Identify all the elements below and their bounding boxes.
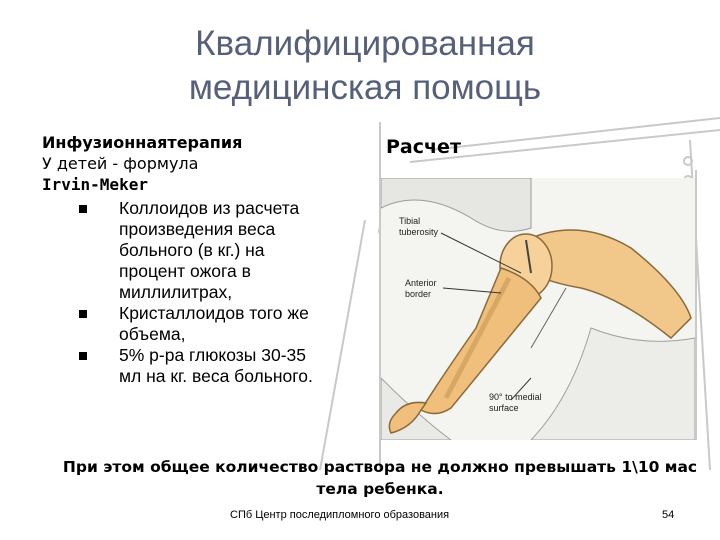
bullet-item bbox=[42, 198, 372, 303]
leg-anatomy-illustration bbox=[381, 178, 695, 440]
label-tibial-tuberosity-2: tuberosity bbox=[399, 227, 439, 237]
left-column bbox=[42, 132, 372, 387]
section-heading: Инфузионнаятерапия bbox=[42, 133, 243, 152]
page-number: 54 bbox=[662, 509, 675, 521]
title-line-2: медицинская помощь bbox=[188, 68, 542, 107]
bullet-line: процент ожога в bbox=[119, 261, 251, 281]
children-formula-line: У детей - формула bbox=[42, 154, 199, 173]
square-bullet-icon bbox=[79, 352, 87, 360]
bullet-item bbox=[42, 303, 372, 345]
square-bullet-icon bbox=[79, 205, 87, 213]
bullet-line: 5% р-ра глюкозы 30-35 bbox=[119, 345, 306, 365]
bullet-line: произведения веса bbox=[119, 219, 276, 239]
label-anterior-border-1: Anterior bbox=[405, 278, 437, 288]
bullet-line: Кристаллоидов того же bbox=[119, 303, 309, 323]
bullet-item bbox=[42, 345, 372, 387]
footer-note-line-1: При этом общее количество раствора не должно превышать 1\10 мас bbox=[62, 458, 698, 476]
formula-name: Irvin-Meker bbox=[42, 175, 148, 194]
bullet-line: мл на кг. веса больного. bbox=[119, 366, 313, 386]
bullet-list bbox=[42, 198, 372, 387]
bullet-line: больного (в кг.) на bbox=[119, 240, 265, 260]
footer-note-line-2: тела ребенка. bbox=[316, 480, 444, 498]
credit-text: СПб Центр последипломного образования bbox=[230, 509, 450, 521]
bullet-line: миллилитрах, bbox=[119, 282, 233, 302]
footer-note bbox=[40, 456, 720, 500]
label-anterior-border-2: border bbox=[405, 289, 432, 299]
title-line-1: Квалифицированная bbox=[195, 24, 535, 63]
calculation-label: Расчет bbox=[386, 136, 461, 158]
bullet-line: Коллоидов из расчета bbox=[119, 198, 300, 218]
slide-title bbox=[120, 22, 610, 110]
square-bullet-icon bbox=[79, 310, 87, 318]
label-tibial-tuberosity-1: Tibial bbox=[399, 216, 421, 226]
label-angle-1: 90° to medial bbox=[489, 392, 542, 402]
bullet-line: объема, bbox=[119, 324, 186, 344]
label-angle-2: surface bbox=[489, 403, 519, 413]
